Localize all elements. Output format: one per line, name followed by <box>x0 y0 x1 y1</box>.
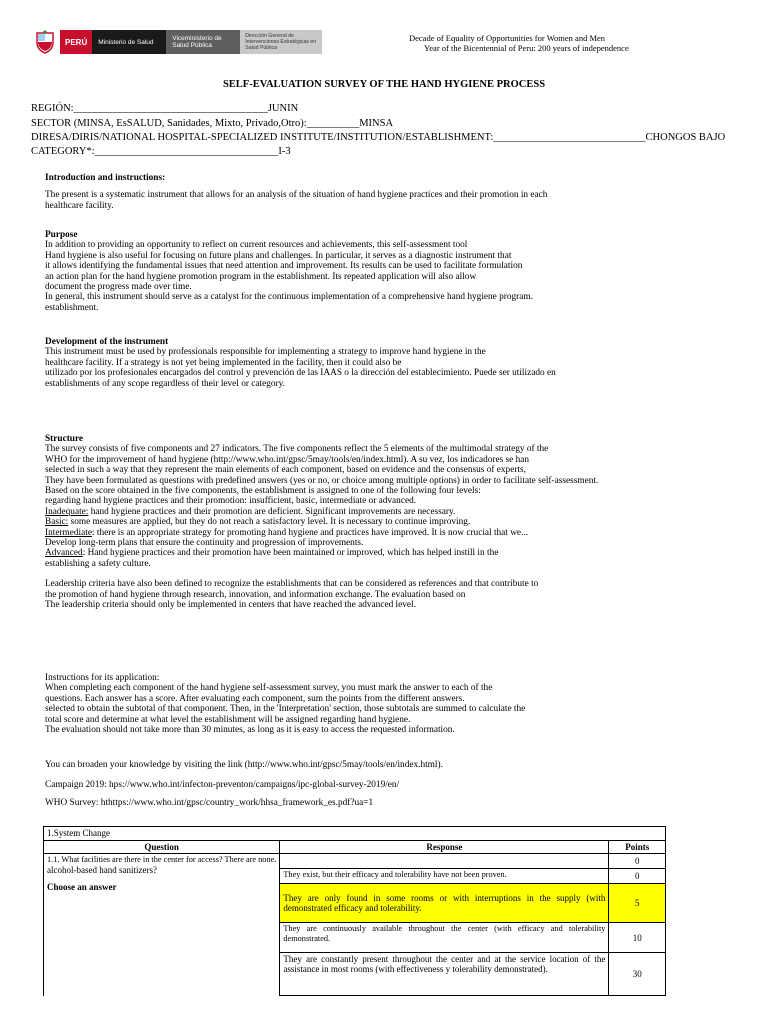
level-advanced-cont: establishing a safety culture. <box>45 558 151 569</box>
points-cell: 0 <box>609 869 666 884</box>
level-intermediate-cont: Develop long-term plans that ensure the continuity and progression of improvements. <box>45 538 364 549</box>
structure-section <box>45 434 645 611</box>
structure-line: The survey consists of five components and 27 indicators. The five components reflect the 5 elements of the multimodal strategy of the <box>45 444 549 455</box>
purpose-line: an action plan for the hand hygiene promotion program in the establishment. Its repeated application will also allow <box>45 271 477 282</box>
points-cell: 10 <box>609 923 666 953</box>
region-line: REGIÓN:_____________________________________JUNIN <box>31 103 299 114</box>
level-advanced: Advanced: Hand hygiene practices and their promotion have been maintained or improved, which has helped instill in the <box>45 548 499 559</box>
development-line: utilizado por los profesionales encargados del control y prevención de las IAAS o la dirección del establecimiento. Puede ser utilizado en <box>45 368 556 379</box>
application-line: When completing each component of the hand hygiene self-assessment survey, you must mark the answer to each of the <box>45 683 493 694</box>
answer-row[interactable] <box>44 854 666 869</box>
question-text-cont: alcohol-based hand sanitizers? <box>47 865 157 875</box>
development-section <box>45 337 615 389</box>
question-text: 1.1. What facilities are there in the center for access? There are none. <box>47 855 277 864</box>
application-line: selected to obtain the subtotal of that component. Then, in the 'Interpretation' section, those subtotals are summed to calculate the <box>45 704 526 715</box>
peru-logo-block: PERÚ <box>60 30 92 54</box>
structure-line: Based on the score obtained in the five components, the establishment is assigned to one of the following four levels: <box>45 486 481 497</box>
ministry-logo-block: Ministerio de Salud <box>92 30 166 54</box>
development-line: This instrument must be used by professionals responsible for implementing a strategy to improve hand hygiene in the <box>45 347 486 358</box>
purpose-line: document the progress made over time. <box>45 282 192 293</box>
structure-heading: Structure <box>45 434 84 444</box>
application-section <box>45 673 615 735</box>
leadership-line: Leadership criteria have also been defined to recognize the establishments that can be considered as references and that contribute to <box>45 579 539 590</box>
intro-section <box>45 173 615 211</box>
purpose-heading: Purpose <box>45 230 78 240</box>
question-header: Question <box>44 841 280 854</box>
directorate-logo-block: Dirección General de Intervenciones Estratégicas en Salud Pública <box>240 30 322 54</box>
application-line: The evaluation should not take more than 30 minutes, as long as it is easy to access the requested information. <box>45 725 455 736</box>
coat-of-arms-icon <box>33 30 57 54</box>
response-cell-selected[interactable]: They are only found in some rooms or with interruptions in the supply (with demonstrated efficacy and tolerability. <box>280 884 609 923</box>
structure-line: regarding hand hygiene practices and their promotion: insufficient, basic, intermediate or advanced. <box>45 496 417 507</box>
decade-motto: Decade of Equality of Opportunities for Women and Men <box>409 33 606 43</box>
application-heading: Instructions for its application: <box>45 673 160 683</box>
vice-ministry-logo-block: Viceministerio de Salud Pública <box>166 30 240 54</box>
survey-table <box>43 826 666 996</box>
application-line: total score and determine at what level the establishment will be assigned regarding hand hygiene. <box>45 714 411 725</box>
purpose-line: In addition to providing an opportunity to reflect on current resources and achievements, this self-assessment tool <box>45 240 468 251</box>
application-line: questions. Each answer has a score. After evaluating each component, sum the points from the different answers. <box>45 693 465 704</box>
section-row <box>44 827 666 841</box>
survey-link[interactable]: WHO Survey: hthttps://www.who.int/gpsc/country_work/hhsa_framework_es.pdf?ua=1 <box>45 798 374 808</box>
question-cell <box>44 854 280 996</box>
response-header: Response <box>280 841 609 854</box>
development-line: establishments of any scope regardless of their level or category. <box>45 378 285 389</box>
response-cell[interactable]: They are constantly present throughout the center and at the service location of the assistance in most rooms (with effectiveness y tolerability demonstrated). <box>280 953 609 996</box>
intro-heading: Introduction and instructions: <box>45 173 166 183</box>
response-cell[interactable] <box>280 854 609 869</box>
structure-line: selected in such a way that they represent the main elements of each component, based on evidence and the consensus of experts, <box>45 465 526 476</box>
category-line: CATEGORY*:___________________________________I-3 <box>31 146 291 157</box>
section-title: 1.System Change <box>44 827 666 841</box>
structure-line: WHO for the improvement of hand hygiene (http://www.who.int/gpsc/5may/tools/en/index.html). A su vez, los indicadores se han <box>45 454 530 465</box>
purpose-section <box>45 230 615 313</box>
campaign-link[interactable]: Campaign 2019: hps://www.who.int/infecton-preventon/campaigns/ipc-global-survey-2019/en/ <box>45 780 400 790</box>
points-header: Points <box>609 841 666 854</box>
development-line: healthcare facility. If a strategy is not yet being implemented in the facility, then it could also be <box>45 357 402 368</box>
diresa-line: DIRESA/DIRIS/NATIONAL HOSPITAL-SPECIALIZED INSTITUTE/INSTITUTION/ESTABLISHMENT:_____________________________CHONGOS BAJO <box>31 132 726 143</box>
level-intermediate: Intermediate: there is an appropriate strategy for promoting hand hygiene and practices have improved. It is now crucial that we... <box>45 527 529 538</box>
leadership-line: the promotion of hand hygiene through research, innovation, and information exchange. The evaluation based on <box>45 589 466 600</box>
points-cell-selected: 5 <box>609 884 666 923</box>
sector-line: SECTOR (MINSA, EsSALUD, Sanidades, Mixto, Privado,Otro):__________MINSA <box>31 118 394 129</box>
knowledge-link[interactable]: You can broaden your knowledge by visiting the link (http://www.who.int/gpsc/5may/tools/en/index.html). <box>45 760 443 770</box>
level-inadequate: Inadequate: hand hygiene practices and their promotion are deficient. Significant improvements are necessary. <box>45 506 456 517</box>
response-cell[interactable]: They exist, but their efficacy and tolerability have not been proven. <box>280 869 609 884</box>
document-title: SELF-EVALUATION SURVEY OF THE HAND HYGIENE PROCESS <box>222 79 546 90</box>
ministry-logo <box>33 30 322 56</box>
choose-answer-label: Choose an answer <box>47 882 117 892</box>
development-heading: Development of the instrument <box>45 337 169 347</box>
purpose-line: In general, this instrument should serve as a catalyst for the continuous implementation of a comprehensive hand hygiene program. <box>45 292 533 303</box>
level-basic: Basic: some measures are applied, but they do not reach a satisfactory level. It is necessary to continue improving. <box>45 517 471 528</box>
purpose-line: it allows identifying the fundamental issues that need attention and improvement. Its results can be used to facilitate formulation <box>45 261 523 272</box>
intro-text: The present is a systematic instrument that allows for an analysis of the situation of hand hygiene practices and their promotion in each healthcare facility. <box>45 190 548 211</box>
purpose-line: establishment. <box>45 302 99 313</box>
points-cell: 30 <box>609 953 666 996</box>
points-cell: 0 <box>609 854 666 869</box>
header-row <box>44 841 666 854</box>
leadership-line: The leadership criteria should only be implemented in centers that have reached the advanced level. <box>45 600 416 611</box>
year-motto: Year of the Bicentennial of Peru: 200 years of independence <box>424 43 629 53</box>
structure-line: They have been formulated as questions with predefined answers (yes or no, or choice among multiple options) in order to facilitate self-assessment. <box>45 475 599 486</box>
response-cell[interactable]: They are continuously available throughout the center (with efficacy and tolerability demonstrated. <box>280 923 609 953</box>
purpose-line: Hand hygiene is also useful for focusing on future plans and challenges. In particular, it serves as a diagnostic instrument that <box>45 250 512 261</box>
